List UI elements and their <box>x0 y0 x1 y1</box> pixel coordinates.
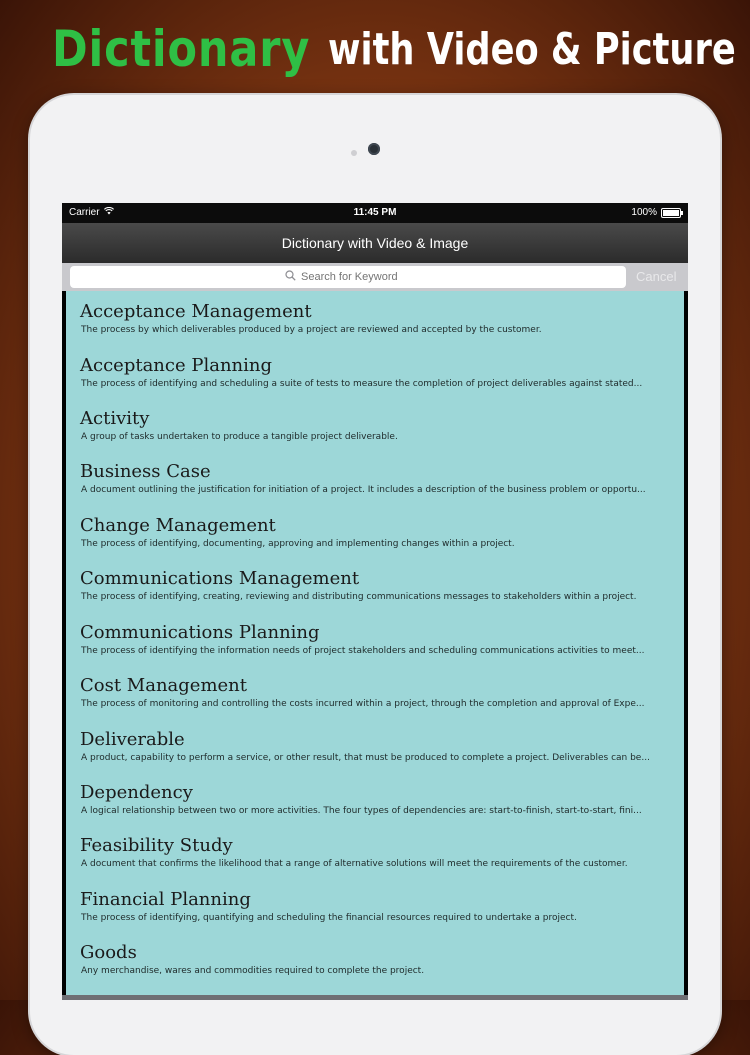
status-time: 11:45 PM <box>353 207 397 218</box>
term-description: A product, capability to perform a service, or other result, that must be produced to complete a project. Deliverables can be... <box>81 753 650 763</box>
term-title: Communications Planning <box>80 622 320 643</box>
term-title: Change Management <box>80 515 276 536</box>
term-title: Acceptance Management <box>80 301 312 322</box>
list-item[interactable] <box>66 568 684 621</box>
promo-title-subtitle: with Video & Picture <box>328 24 736 75</box>
term-title: Dependency <box>80 782 193 803</box>
term-title: Communications Management <box>80 568 360 589</box>
list-item[interactable] <box>66 835 684 888</box>
term-title: Activity <box>80 408 150 429</box>
battery-percent: 100% <box>631 207 657 218</box>
status-bar <box>62 203 688 223</box>
search-icon <box>285 270 296 284</box>
search-field[interactable] <box>70 266 626 288</box>
front-camera-icon <box>368 143 380 155</box>
bottom-toolbar <box>62 995 688 1000</box>
term-title: Financial Planning <box>80 889 251 910</box>
term-description: The process of monitoring and controlling the costs incurred within a project, through the completion and approval of Expe... <box>81 699 645 709</box>
term-title: Acceptance Planning <box>80 355 273 376</box>
list-item[interactable] <box>66 408 684 461</box>
list-item[interactable] <box>66 889 684 942</box>
list-item[interactable] <box>66 729 684 782</box>
term-description: The process of identifying, documenting, approving and implementing changes within a project. <box>81 539 515 549</box>
list-item[interactable] <box>66 622 684 675</box>
list-item[interactable] <box>66 355 684 408</box>
battery-icon <box>661 208 681 218</box>
term-description: A group of tasks undertaken to produce a tangible project deliverable. <box>81 432 398 442</box>
list-item[interactable] <box>66 782 684 835</box>
term-description: The process of identifying and scheduling a suite of tests to measure the completion of project deliverables against stated... <box>81 379 643 389</box>
term-title: Feasibility Study <box>80 835 233 856</box>
navigation-bar <box>62 223 688 263</box>
status-battery <box>631 207 681 218</box>
term-title: Cost Management <box>80 675 248 696</box>
term-description: A logical relationship between two or more activities. The four types of dependencies are: start-to-finish, start-to-start, fini... <box>81 806 642 816</box>
term-description: The process of identifying, creating, reviewing and distributing communications messages to stakeholders within a project. <box>81 592 637 602</box>
term-title: Goods <box>80 942 137 963</box>
term-description: A document outlining the justification for initiation of a project. It includes a description of the business problem or opportu... <box>81 485 646 495</box>
promo-banner <box>0 0 750 100</box>
term-description: Any merchandise, wares and commodities required to complete the project. <box>81 966 425 976</box>
list-item[interactable] <box>66 301 684 354</box>
term-description: The process of identifying, quantifying and scheduling the financial resources required to undertake a project. <box>81 913 577 923</box>
term-title: Deliverable <box>80 729 185 750</box>
term-description: The process of identifying the information needs of project stakeholders and scheduling communications activities to meet... <box>81 646 645 656</box>
list-item[interactable] <box>66 461 684 514</box>
list-item[interactable] <box>66 515 684 568</box>
list-item[interactable] <box>66 942 684 995</box>
promo-title-dictionary: Dictionary <box>52 20 311 78</box>
list-item[interactable] <box>66 675 684 728</box>
carrier-label: Carrier <box>69 207 100 218</box>
page-title: Dictionary with Video & Image <box>281 235 469 251</box>
cancel-button[interactable]: Cancel <box>636 269 677 284</box>
term-list[interactable] <box>66 291 684 995</box>
term-description: A document that confirms the likelihood that a range of alternative solutions will meet the requirements of the customer. <box>81 859 628 869</box>
search-input[interactable] <box>301 271 411 283</box>
search-bar <box>62 263 688 291</box>
light-sensor <box>351 150 357 156</box>
term-description: The process by which deliverables produced by a project are reviewed and accepted by the customer. <box>81 325 542 335</box>
term-title: Business Case <box>80 461 211 482</box>
app-screen <box>62 203 688 1000</box>
